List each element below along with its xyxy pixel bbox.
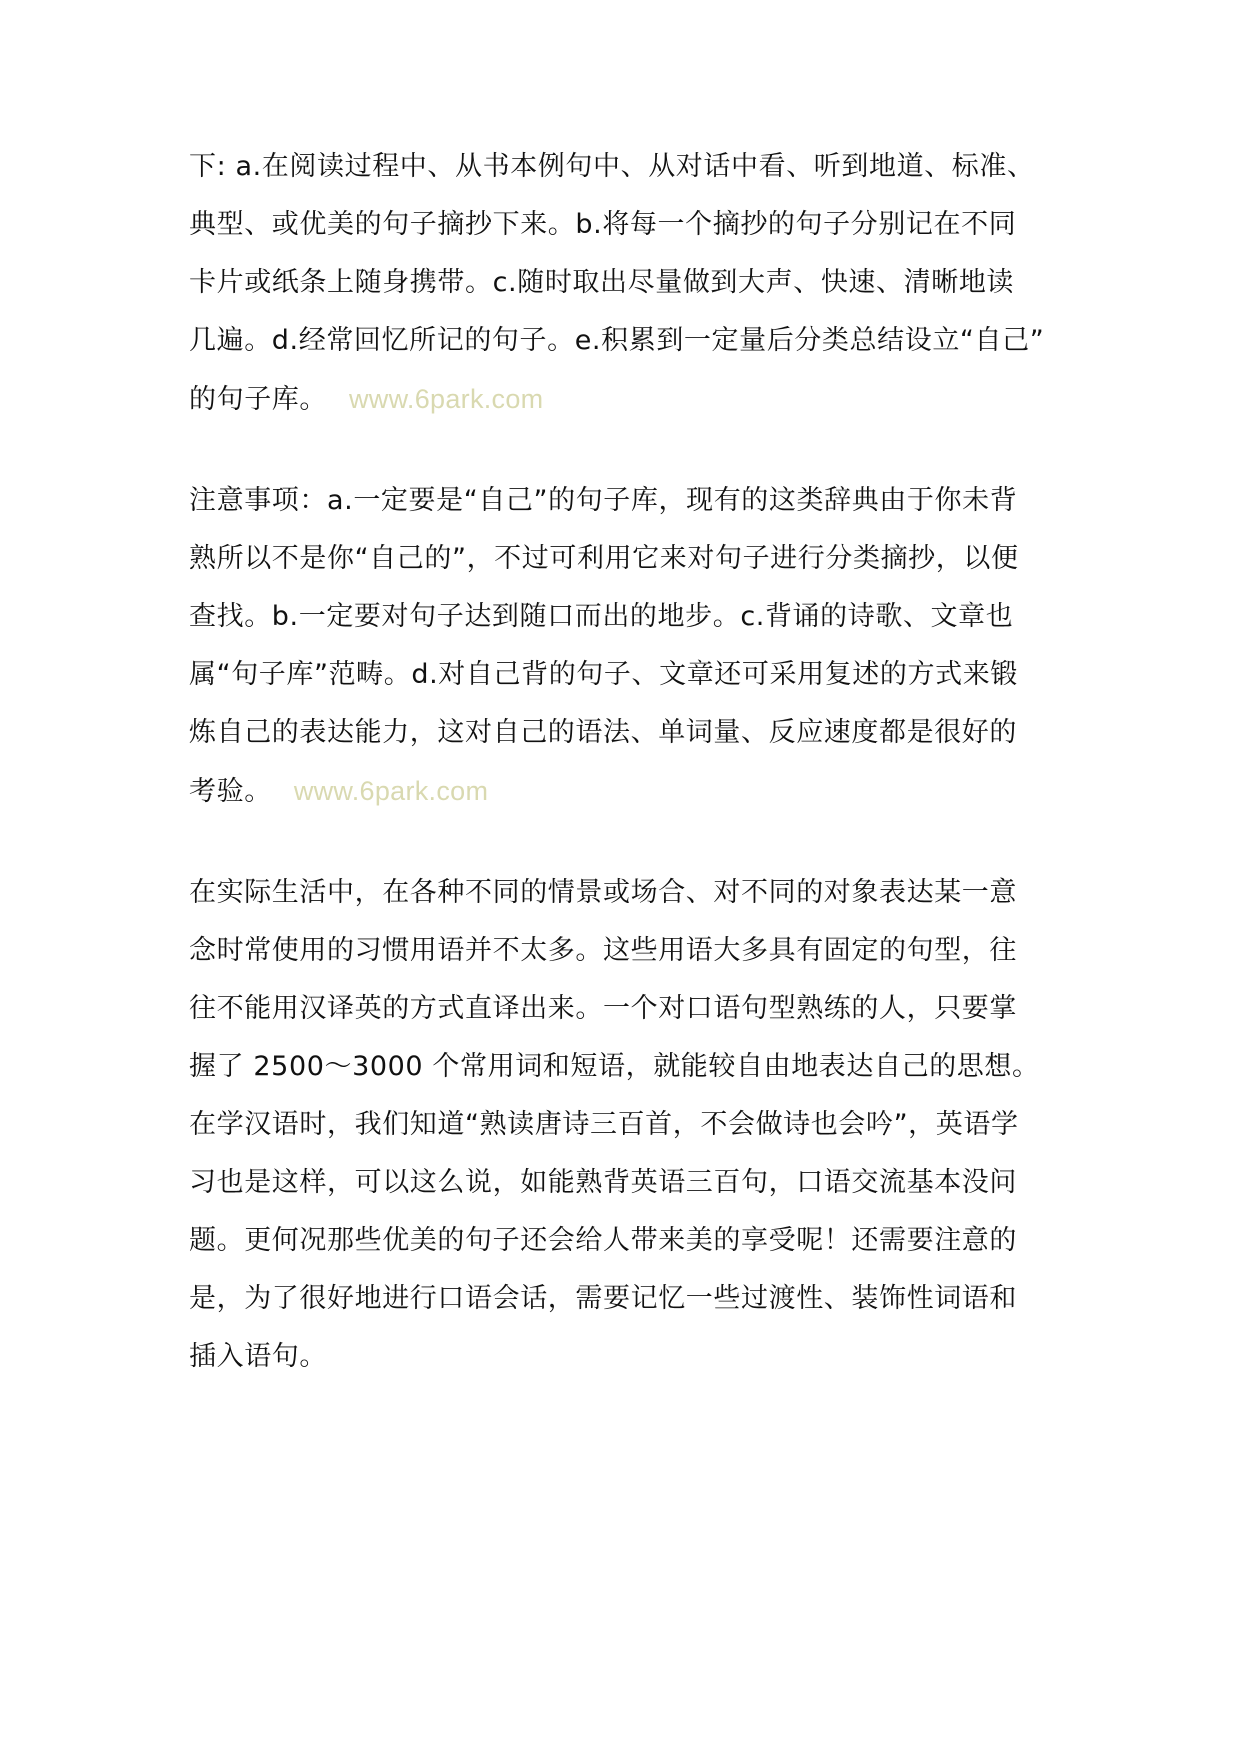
text-line: 往不能用汉译英的方式直译出来。一个对口语句型熟练的人，只要掌	[189, 993, 1017, 1024]
text-line: 在实际生活中，在各种不同的情景或场合、对不同的对象表达某一意	[189, 877, 1017, 908]
text-line: 典型、或优美的句子摘抄下来。b.将每一个摘抄的句子分别记在不同	[189, 209, 1017, 240]
text-line: 题。更何况那些优美的句子还会给人带来美的享受呢！还需要注意的	[189, 1225, 1017, 1256]
text-line: 握了 2500～3000 个常用词和短语，就能较自由地表达自己的思想。	[189, 1051, 1040, 1082]
watermark: www.6park.com	[349, 384, 544, 414]
text-line: 查找。b.一定要对句子达到随口而出的地步。c.背诵的诗歌、文章也	[189, 601, 1014, 632]
text-line: 注意事项：a.一定要是“自己”的句子库，现有的这类辞典由于你未背	[189, 485, 1018, 516]
text-line: 在学汉语时，我们知道“熟读唐诗三百首，不会做诗也会吟”，英语学	[189, 1109, 1019, 1140]
text-line-with-watermark	[189, 379, 543, 419]
watermark: www.6park.com	[293, 776, 489, 806]
text-line: 属“句子库”范畴。d.对自己背的句子、文章还可采用复述的方式来锻	[189, 659, 1018, 690]
text-line: 炼自己的表达能力，这对自己的语法、单词量、反应速度都是很好的	[189, 717, 1017, 748]
text-line: 是，为了很好地进行口语会话，需要记忆一些过渡性、装饰性词语和	[189, 1283, 1017, 1314]
text-line: 考验。	[189, 776, 272, 807]
text-line: 插入语句。	[189, 1341, 327, 1372]
text-line: 卡片或纸条上随身携带。c.随时取出尽量做到大声、快速、清晰地读	[189, 267, 1015, 298]
text-line: 的句子库。	[189, 384, 327, 415]
text-line-with-watermark	[189, 771, 488, 811]
text-line: 习也是这样，可以这么说，如能熟背英语三百句，口语交流基本没问	[189, 1167, 1017, 1198]
text-line: 熟所以不是你“自己的”，不过可利用它来对句子进行分类摘抄，以便	[189, 543, 1019, 574]
text-line: 下: a.在阅读过程中、从书本例句中、从对话中看、听到地道、标准、	[189, 151, 1035, 182]
text-line: 念时常使用的习惯用语并不太多。这些用语大多具有固定的句型，往	[189, 935, 1017, 966]
text-line: 几遍。d.经常回忆所记的句子。e.积累到一定量后分类总结设立“自己”	[189, 325, 1045, 356]
